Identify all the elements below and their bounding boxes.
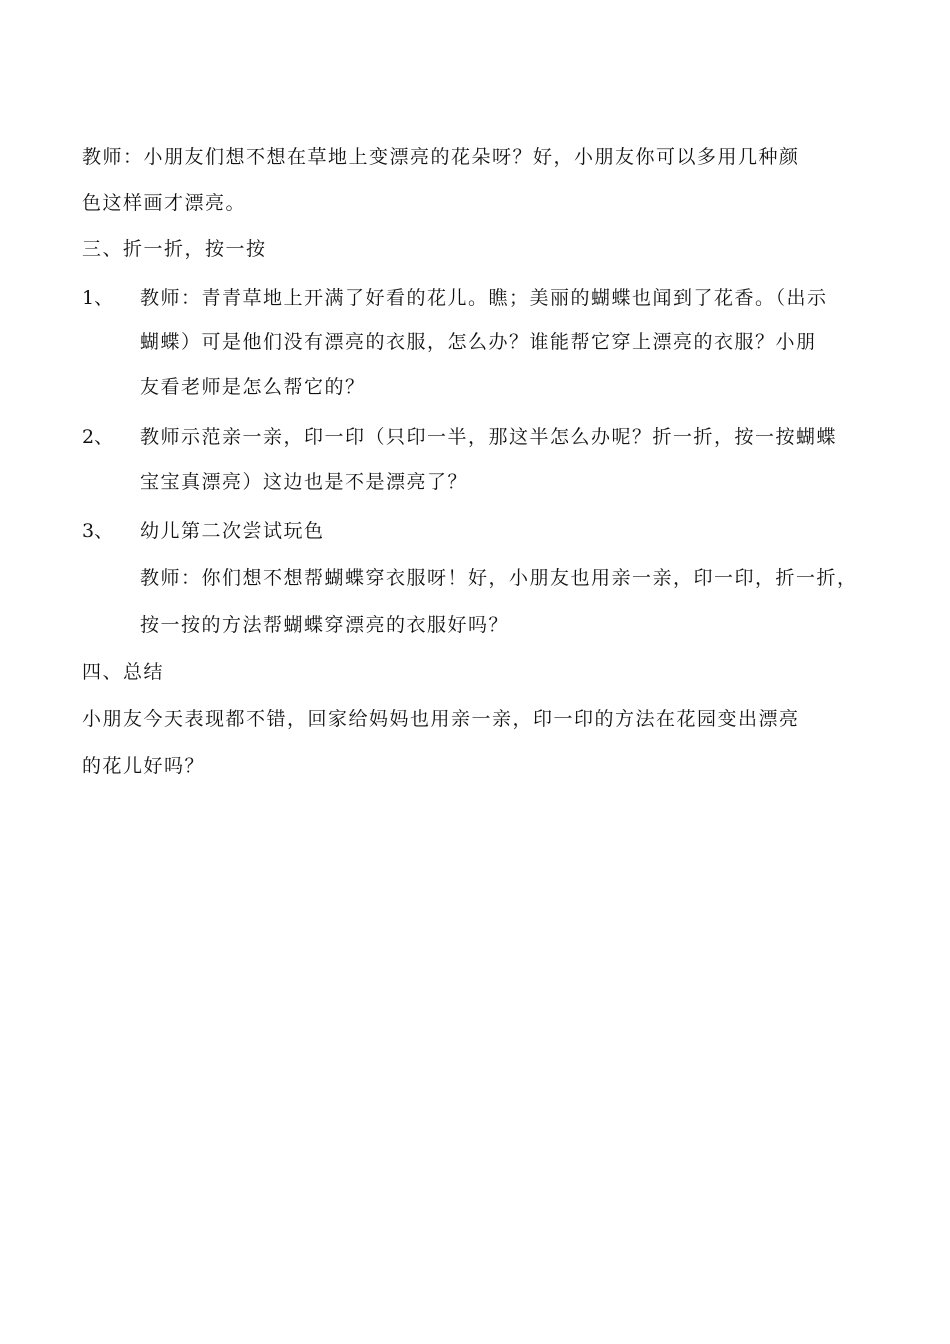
item-3-line-2: 教师：你们想不想帮蝴蝶穿衣服呀！好，小朋友也用亲一亲，印一印，折一折， <box>140 567 858 589</box>
item-1-line-1: 教师：青青草地上开满了好看的花儿。瞧；美丽的蝴蝶也闻到了花香。（出示 <box>140 287 828 309</box>
item-2-line-1: 教师示范亲一亲，印一印（只印一半，那这半怎么办呢？折一折，按一按蝴蝶 <box>140 426 838 448</box>
item-number-2: 2、 <box>82 426 114 448</box>
item-3-line-1: 幼儿第二次尝试玩色 <box>140 520 325 542</box>
teacher-paragraph-line-2: 色这样画才漂亮。 <box>82 192 247 214</box>
teacher-paragraph-line-1: 教师：小朋友们想不想在草地上变漂亮的花朵呀？好，小朋友你可以多用几种颜 <box>82 146 800 168</box>
item-number-1: 1、 <box>82 287 114 309</box>
item-number-3: 3、 <box>82 520 114 542</box>
summary-line-2: 的花儿好吗？ <box>82 755 206 777</box>
section-heading-fold-press: 三、折一折，按一按 <box>82 238 267 260</box>
item-2-line-2: 宝宝真漂亮）这边也是不是漂亮了？ <box>140 471 469 493</box>
item-3-line-3: 按一按的方法帮蝴蝶穿漂亮的衣服好吗？ <box>140 614 510 636</box>
item-1-line-3: 友看老师是怎么帮它的？ <box>140 376 366 398</box>
item-1-line-2: 蝴蝶）可是他们没有漂亮的衣服，怎么办？谁能帮它穿上漂亮的衣服？小朋 <box>140 331 817 353</box>
summary-line-1: 小朋友今天表现都不错，回家给妈妈也用亲一亲，印一印的方法在花园变出漂亮 <box>82 708 800 730</box>
section-heading-summary: 四、总结 <box>82 661 165 683</box>
